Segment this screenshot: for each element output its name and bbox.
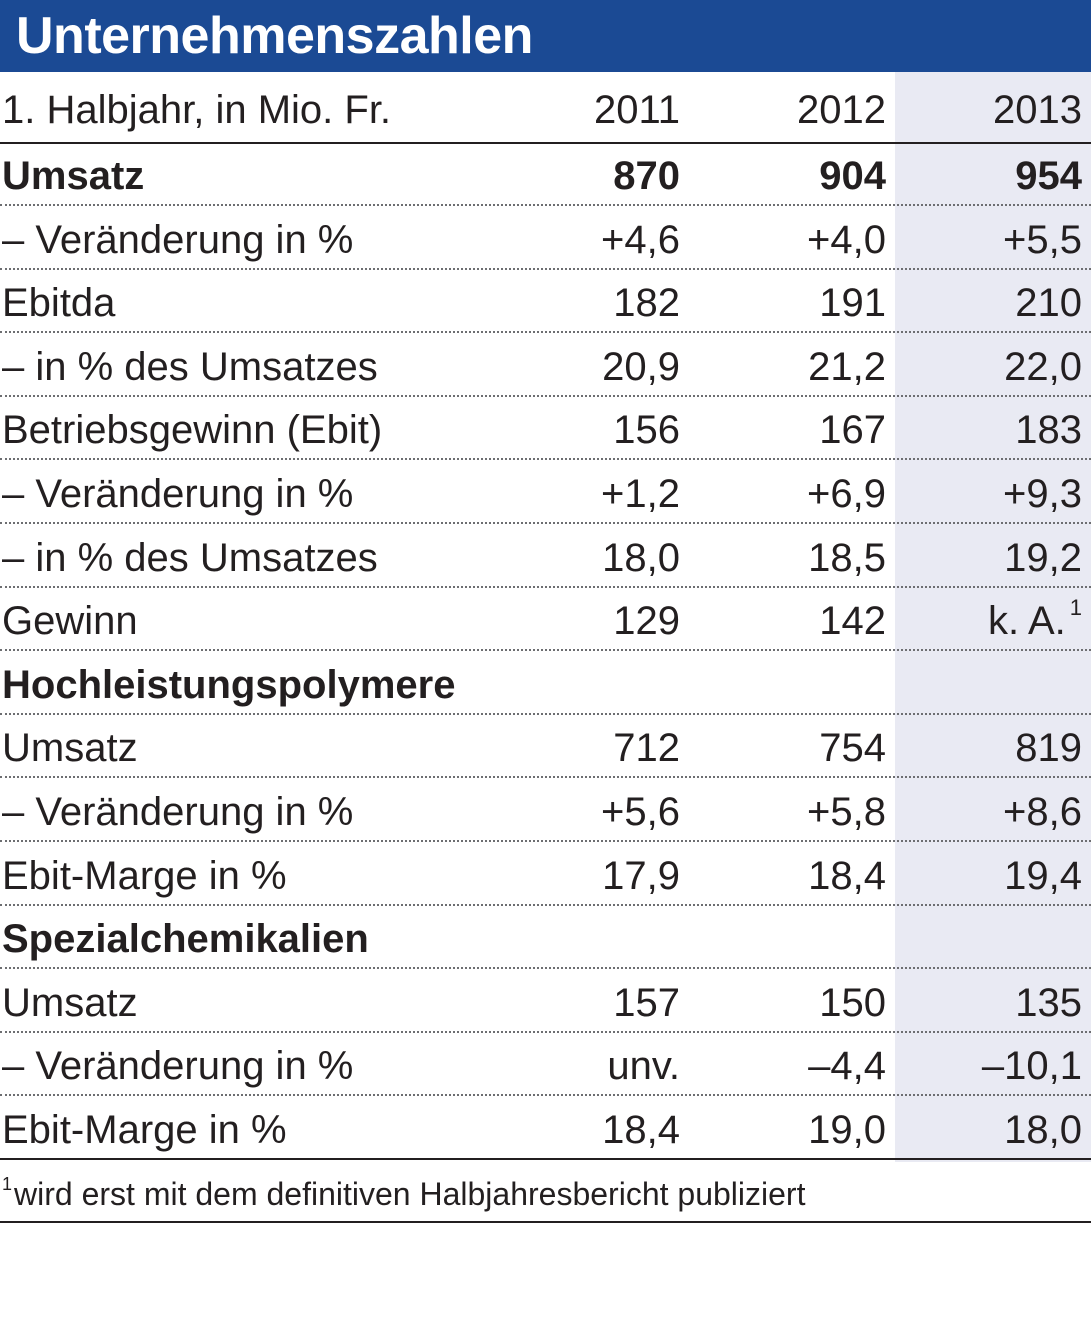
value-cell-2013 bbox=[882, 728, 1082, 768]
value-text: 22,0 bbox=[1004, 345, 1082, 389]
table-row bbox=[0, 1033, 1091, 1096]
value-text: 954 bbox=[1015, 154, 1082, 198]
value-cell-2013 bbox=[882, 474, 1082, 514]
value-cell-2013 bbox=[882, 538, 1082, 578]
value-cell-2011 bbox=[480, 792, 680, 832]
row-label: – in % des Umsatzes bbox=[2, 536, 378, 580]
footnote-mark: 1 bbox=[1069, 595, 1082, 620]
value-cell-2012 bbox=[686, 983, 886, 1023]
value-text: 17,9 bbox=[602, 854, 680, 898]
table-row bbox=[0, 461, 1091, 524]
value-text: +9,3 bbox=[1003, 472, 1082, 516]
row-label: Ebitda bbox=[2, 281, 116, 325]
table-row bbox=[0, 715, 1091, 778]
value-cell-2011 bbox=[480, 410, 680, 450]
value-cell-2013 bbox=[882, 595, 1082, 643]
header-year-2011: 2011 bbox=[593, 88, 680, 132]
value-cell-2012 bbox=[686, 1110, 886, 1150]
title-bar bbox=[0, 0, 1091, 72]
value-cell-2011 bbox=[480, 220, 680, 260]
value-cell-2013 bbox=[882, 220, 1082, 260]
value-cell-2011 bbox=[480, 347, 680, 387]
value-text: 142 bbox=[819, 599, 886, 643]
value-cell-2011 bbox=[480, 1110, 680, 1150]
value-text: +4,6 bbox=[601, 218, 680, 262]
row-label: Ebit-Marge in % bbox=[2, 1108, 287, 1152]
value-cell-2012 bbox=[686, 601, 886, 641]
value-cell-2012 bbox=[686, 792, 886, 832]
value-cell-2011 bbox=[480, 1046, 680, 1086]
value-text: +1,2 bbox=[601, 472, 680, 516]
value-cell-2013 bbox=[882, 283, 1082, 323]
footnote-text: wird erst mit dem definitiven Halbjahresbericht publiziert bbox=[14, 1176, 806, 1212]
table-row bbox=[0, 143, 1091, 206]
value-text: 157 bbox=[613, 981, 680, 1025]
value-text: 21,2 bbox=[808, 345, 886, 389]
table-row bbox=[0, 397, 1091, 460]
value-text: 135 bbox=[1015, 981, 1082, 1025]
table-header-row bbox=[0, 72, 1091, 144]
row-label: Umsatz bbox=[2, 154, 145, 198]
header-year-2012: 2012 bbox=[797, 88, 886, 132]
value-text: 18,4 bbox=[808, 854, 886, 898]
value-text: 167 bbox=[819, 408, 886, 452]
value-cell-2011 bbox=[480, 283, 680, 323]
value-cell-2012 bbox=[686, 474, 886, 514]
value-text: 19,4 bbox=[1004, 854, 1082, 898]
row-label: – Veränderung in % bbox=[2, 790, 354, 834]
value-cell-2013 bbox=[882, 410, 1082, 450]
table-row bbox=[0, 843, 1091, 906]
value-text: 150 bbox=[819, 981, 886, 1025]
value-cell-2012 bbox=[686, 856, 886, 896]
value-cell-2012 bbox=[686, 283, 886, 323]
value-cell-2011 bbox=[480, 728, 680, 768]
value-cell-2013 bbox=[882, 347, 1082, 387]
value-cell-2013 bbox=[882, 856, 1082, 896]
value-text: +4,0 bbox=[807, 218, 886, 262]
row-label: Umsatz bbox=[2, 726, 138, 770]
section-label: Hochleistungspolymere bbox=[2, 663, 456, 707]
row-label: Umsatz bbox=[2, 981, 138, 1025]
value-cell-2011 bbox=[480, 538, 680, 578]
table-row bbox=[0, 970, 1091, 1033]
value-text: 18,0 bbox=[602, 536, 680, 580]
section-row bbox=[0, 652, 1091, 715]
value-text: k. A. bbox=[987, 599, 1066, 643]
table-row bbox=[0, 1097, 1091, 1160]
value-cell-2013 bbox=[882, 1110, 1082, 1150]
value-text: +8,6 bbox=[1003, 790, 1082, 834]
value-cell-2012 bbox=[686, 220, 886, 260]
value-text: 183 bbox=[1015, 408, 1082, 452]
row-label: – Veränderung in % bbox=[2, 1044, 354, 1088]
value-text: 19,0 bbox=[808, 1108, 886, 1152]
value-text: 191 bbox=[819, 281, 886, 325]
value-cell-2011 bbox=[480, 983, 680, 1023]
value-cell-2012 bbox=[686, 728, 886, 768]
value-cell-2013 bbox=[882, 983, 1082, 1023]
value-text: 712 bbox=[613, 726, 680, 770]
value-cell-2012 bbox=[686, 1046, 886, 1086]
footnote bbox=[0, 1164, 1091, 1223]
value-cell-2011 bbox=[480, 601, 680, 641]
row-label: Betriebsgewinn (Ebit) bbox=[2, 408, 383, 452]
value-cell-2012 bbox=[686, 538, 886, 578]
footnote-mark: 1 bbox=[2, 1174, 13, 1194]
header-year-2013: 2013 bbox=[993, 88, 1082, 132]
value-text: +6,9 bbox=[807, 472, 886, 516]
value-text: 156 bbox=[613, 408, 680, 452]
table-row bbox=[0, 525, 1091, 588]
value-text: 210 bbox=[1015, 281, 1082, 325]
value-text: +5,8 bbox=[807, 790, 886, 834]
value-cell-2012 bbox=[686, 410, 886, 450]
table-title: Unternehmenszahlen bbox=[16, 7, 533, 65]
row-label: Gewinn bbox=[2, 599, 138, 643]
value-cell-2011 bbox=[480, 474, 680, 514]
value-text: –4,4 bbox=[808, 1044, 886, 1088]
section-row bbox=[0, 906, 1091, 969]
table-row bbox=[0, 207, 1091, 270]
value-text: 182 bbox=[613, 281, 680, 325]
row-label: – Veränderung in % bbox=[2, 472, 354, 516]
footnote-text-line bbox=[2, 1176, 805, 1213]
table-row bbox=[0, 270, 1091, 333]
value-text: 18,4 bbox=[602, 1108, 680, 1152]
value-text: 904 bbox=[819, 154, 886, 198]
row-label: – Veränderung in % bbox=[2, 218, 354, 262]
value-text: 870 bbox=[613, 154, 680, 198]
section-label: Spezialchemikalien bbox=[2, 917, 369, 961]
row-label: – in % des Umsatzes bbox=[2, 345, 378, 389]
value-text: 19,2 bbox=[1004, 536, 1082, 580]
table-row bbox=[0, 334, 1091, 397]
value-text: –10,1 bbox=[981, 1044, 1082, 1088]
value-cell-2013 bbox=[882, 792, 1082, 832]
row-label: Ebit-Marge in % bbox=[2, 854, 287, 898]
value-text: 18,5 bbox=[808, 536, 886, 580]
table-row bbox=[0, 588, 1091, 651]
value-cell-2013 bbox=[882, 156, 1082, 196]
value-text: 754 bbox=[819, 726, 886, 770]
value-cell-2013 bbox=[882, 1046, 1082, 1086]
value-text: 819 bbox=[1015, 726, 1082, 770]
value-text: +5,5 bbox=[1003, 218, 1082, 262]
value-text: 129 bbox=[613, 599, 680, 643]
value-text: +5,6 bbox=[601, 790, 680, 834]
value-text: 20,9 bbox=[602, 345, 680, 389]
value-cell-2011 bbox=[480, 156, 680, 196]
table-row bbox=[0, 779, 1091, 842]
header-label: 1. Halbjahr, in Mio. Fr. bbox=[2, 88, 392, 132]
value-text: 18,0 bbox=[1004, 1108, 1082, 1152]
value-text: unv. bbox=[607, 1044, 680, 1088]
value-cell-2012 bbox=[686, 156, 886, 196]
value-cell-2011 bbox=[480, 856, 680, 896]
value-cell-2012 bbox=[686, 347, 886, 387]
